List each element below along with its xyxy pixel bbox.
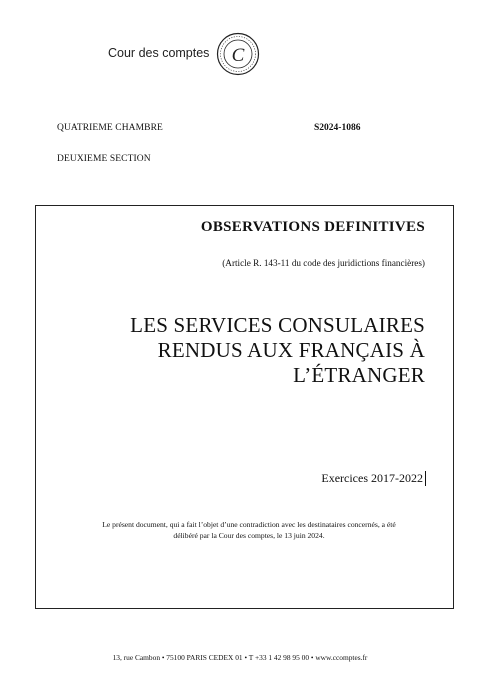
footer-address: 13, rue Cambon • 75100 PARIS CEDEX 01 • T +33 1 42 98 95 00 • www.ccomptes.fr: [112, 653, 368, 662]
report-title-line: L’ÉTRANGER: [293, 363, 425, 387]
notice-line: délibéré par la Cour des comptes, le 13 juin 2024.: [173, 531, 325, 540]
document-reference: S2024-1086: [314, 123, 361, 133]
report-title-line: RENDUS AUX FRANÇAIS À: [157, 338, 425, 362]
deliberation-notice: [84, 519, 414, 541]
cour-des-comptes-emblem-icon: [216, 32, 260, 76]
logo-text: Cour des comptes: [108, 46, 210, 60]
title-frame: [35, 205, 454, 609]
section-label: DEUXIEME SECTION: [57, 154, 151, 164]
svg-text:C: C: [231, 45, 245, 66]
notice-line: Le présent document, qui a fait l’objet d’une contradiction avec les destinataires concernés, a été: [102, 520, 396, 529]
institution-logo: [100, 32, 280, 76]
document-type-heading: OBSERVATIONS DEFINITIVES: [200, 219, 425, 235]
article-reference: (Article R. 143-11 du code des juridictions financières): [222, 258, 425, 268]
report-title: [55, 313, 425, 388]
report-title-line: LES SERVICES CONSULAIRES: [130, 313, 425, 337]
fiscal-years-label: Exercices 2017-2022: [321, 471, 426, 486]
chamber-label: QUATRIEME CHAMBRE: [57, 123, 163, 133]
